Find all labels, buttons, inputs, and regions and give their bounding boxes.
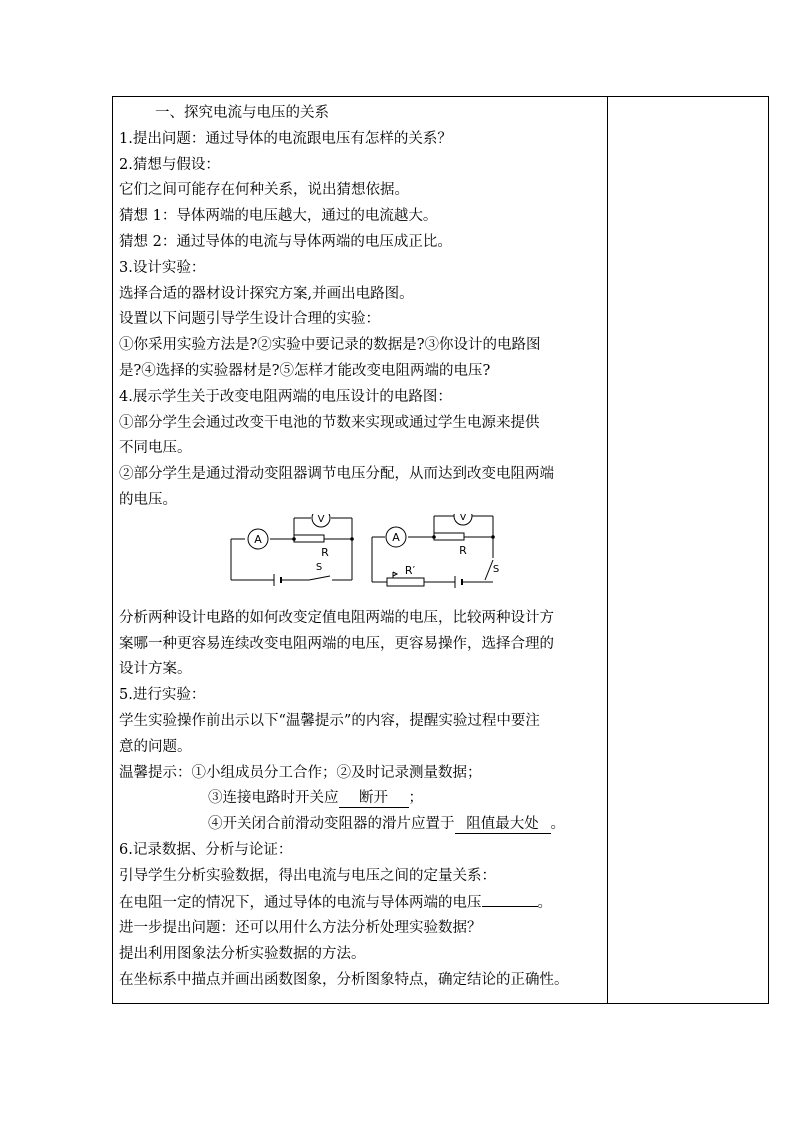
circuit-diagram-1: [231, 518, 352, 580]
rheostat-label: R′: [404, 563, 416, 577]
tip-4-text: ④开关闭合前滑动变阻器的滑片应置于: [208, 816, 455, 833]
step-4-point-1a: ①部分学生会通过改变干电池的节数来实现或通过学生电源来提供: [119, 414, 540, 431]
circuit-diagram-2: [372, 513, 493, 586]
step-3-heading: 3.设计实验：: [119, 259, 206, 276]
section-title: 一、探究电流与电压的关系: [155, 105, 329, 121]
step-6-b-text: 在电阻一定的情况下，通过导体的电流与导体两端的电压: [119, 894, 482, 911]
switch-1-label: S: [315, 561, 323, 573]
tip-4-answer: 阻值最大处: [455, 815, 551, 834]
guess-2: 猜想 2：通过导体的电流与导体两端的电压成正比。: [119, 233, 452, 250]
analysis-line-3: 设计方案。: [119, 661, 192, 678]
step-6-b-end: 。: [537, 894, 552, 911]
resistor-1-label: R: [321, 545, 329, 559]
tips-line-1: [119, 761, 603, 787]
tip-3-text: ③连接电路时开关应: [208, 790, 339, 807]
step-4-heading: 4.展示学生关于改变电阻两端的电压设计的电路图：: [119, 388, 452, 405]
step-5-text-1: 学生实验操作前出示以下“温馨提示”的内容，提醒实验过程中要注: [119, 712, 540, 729]
step-6-text-e: 在坐标系中描点并画出函数图象，分析图象特点，确定结论的正确性。: [119, 971, 569, 988]
step-3-questions-1: ①你采用实验方法是?②实验中要记录的数据是?③你设计的电路图: [119, 337, 541, 354]
guess-1: 猜想 1：导体两端的电压越大，通过的电流越大。: [119, 208, 438, 225]
step-6-text-a: 引导学生分析实验数据，得出电流与电压之间的定量关系：: [119, 867, 496, 884]
step-2-intro: 它们之间可能存在何种关系，说出猜想依据。: [119, 182, 409, 199]
step-5-heading: 5.进行实验：: [119, 687, 206, 704]
analysis-line-2: 案哪一种更容易连续改变电阻两端的电压，更容易操作，选择合理的: [119, 635, 554, 652]
voltmeter-1-label: V: [317, 513, 325, 525]
battery-2: [455, 576, 462, 588]
step-3-text-b: 设置以下问题引导学生设计合理的实验：: [119, 311, 380, 328]
tip-4-end: 。: [550, 816, 565, 833]
circuit-diagrams: [119, 514, 603, 606]
step-6-text-c: 进一步提出问题：还可以用什么方法分析处理实验数据？: [119, 920, 482, 937]
tip-1-2: ①小组成员分工合作；②及时记录测量数据；: [191, 764, 482, 781]
lesson-table: [112, 96, 769, 1004]
step-4-point-2a: ②部分学生是通过滑动变阻器调节电压分配，从而达到改变电阻两端: [119, 466, 554, 483]
analysis-line-1: 分析两种设计电路的如何改变定值电阻两端的电压，比较两种设计方: [119, 609, 554, 626]
step-6-heading: 6.记录数据、分析与论证：: [119, 841, 293, 858]
ammeter-2-label: A: [392, 530, 400, 544]
step-5-text-2: 意的问题。: [119, 738, 192, 755]
junction-1a: [292, 537, 296, 541]
step-4-point-2b: 的电压。: [119, 491, 177, 508]
tips-label: 温馨提示：: [119, 764, 192, 781]
tip-3-answer: 断开: [339, 789, 409, 808]
answer-blank: [482, 890, 538, 907]
column-divider: [607, 97, 608, 1003]
step-1: 1.提出问题：通过导体的电流跟电压有怎样的关系？: [119, 130, 452, 147]
step-3-text-a: 选择合适的器材设计探究方案,并画出电路图。: [119, 285, 414, 302]
ammeter-1-label: A: [254, 532, 262, 546]
tips-line-3: [119, 786, 603, 812]
step-6-text-d: 提出利用图象法分析实验数据的方法。: [119, 946, 366, 963]
step-6-text-b: [119, 890, 603, 917]
step-2-heading: 2.猜想与假设：: [119, 156, 220, 173]
resistor-2-label: R: [459, 543, 467, 557]
switch-2-label: S: [492, 563, 500, 575]
voltmeter-2-label: V: [459, 513, 467, 523]
tips-line-4: [119, 812, 603, 838]
junction-2b: [491, 535, 495, 539]
junction-1b: [350, 537, 354, 541]
content-column: [119, 101, 603, 994]
step-4-point-1b: 不同电压。: [119, 440, 192, 457]
tip-3-end: ；: [408, 790, 423, 807]
step-3-questions-2: 是?④选择的实验器材是?⑤怎样才能改变电阻两端的电压?: [119, 362, 491, 379]
battery-1: [274, 574, 281, 586]
junction-2a: [432, 535, 436, 539]
